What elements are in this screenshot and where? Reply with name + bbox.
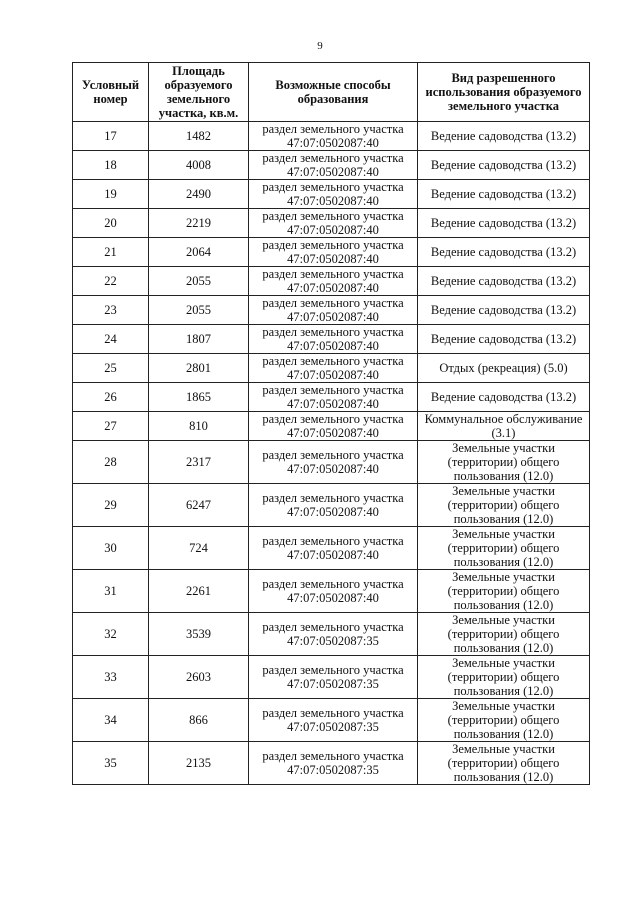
page-number: 9 [317, 40, 323, 52]
cell-permitted-use: Ведение садоводства (13.2) [418, 267, 590, 296]
header-plot-area: Площадь образуемого земельного участка, кв.м. [149, 63, 249, 122]
cell-plot-area: 2135 [149, 742, 249, 785]
cell-conditional-number: 24 [73, 325, 149, 354]
cell-plot-area: 4008 [149, 151, 249, 180]
cell-permitted-use: Земельные участки (территории) общего пользования (12.0) [418, 527, 590, 570]
cell-conditional-number: 32 [73, 613, 149, 656]
cell-conditional-number: 18 [73, 151, 149, 180]
table-row [73, 742, 590, 785]
cell-formation-method: раздел земельного участка 47:07:0502087:40 [249, 180, 418, 209]
cell-conditional-number: 19 [73, 180, 149, 209]
cell-formation-method: раздел земельного участка 47:07:0502087:40 [249, 267, 418, 296]
table-header [73, 63, 590, 122]
cell-conditional-number: 23 [73, 296, 149, 325]
cell-permitted-use: Земельные участки (территории) общего пользования (12.0) [418, 613, 590, 656]
cell-permitted-use: Ведение садоводства (13.2) [418, 122, 590, 151]
cell-formation-method: раздел земельного участка 47:07:0502087:40 [249, 296, 418, 325]
cell-permitted-use: Ведение садоводства (13.2) [418, 296, 590, 325]
header-row [73, 63, 590, 122]
table-row [73, 354, 590, 383]
cell-formation-method: раздел земельного участка 47:07:0502087:40 [249, 441, 418, 484]
header-formation-methods: Возможные способы образования [249, 63, 418, 122]
cell-conditional-number: 28 [73, 441, 149, 484]
cell-permitted-use: Коммунальное обслуживание (3.1) [418, 412, 590, 441]
cell-formation-method: раздел земельного участка 47:07:0502087:40 [249, 354, 418, 383]
cell-permitted-use: Земельные участки (территории) общего пользования (12.0) [418, 699, 590, 742]
table-row [73, 180, 590, 209]
cell-conditional-number: 31 [73, 570, 149, 613]
cell-formation-method: раздел земельного участка 47:07:0502087:40 [249, 238, 418, 267]
cell-conditional-number: 35 [73, 742, 149, 785]
cell-formation-method: раздел земельного участка 47:07:0502087:40 [249, 383, 418, 412]
cell-plot-area: 866 [149, 699, 249, 742]
cell-conditional-number: 25 [73, 354, 149, 383]
cell-plot-area: 2055 [149, 267, 249, 296]
header-permitted-use: Вид разрешенного использования образуемого земельного участка [418, 63, 590, 122]
cell-permitted-use: Земельные участки (территории) общего пользования (12.0) [418, 441, 590, 484]
cell-plot-area: 1865 [149, 383, 249, 412]
cell-plot-area: 2490 [149, 180, 249, 209]
cell-plot-area: 2219 [149, 209, 249, 238]
table-row [73, 383, 590, 412]
cell-permitted-use: Земельные участки (территории) общего пользования (12.0) [418, 570, 590, 613]
table-row [73, 527, 590, 570]
cell-permitted-use: Земельные участки (территории) общего пользования (12.0) [418, 484, 590, 527]
cell-plot-area: 2801 [149, 354, 249, 383]
cell-plot-area: 2317 [149, 441, 249, 484]
cell-plot-area: 810 [149, 412, 249, 441]
cell-plot-area: 2055 [149, 296, 249, 325]
cell-permitted-use: Ведение садоводства (13.2) [418, 325, 590, 354]
table-row [73, 209, 590, 238]
table-row [73, 699, 590, 742]
table-row [73, 296, 590, 325]
cell-formation-method: раздел земельного участка 47:07:0502087:40 [249, 570, 418, 613]
cell-conditional-number: 20 [73, 209, 149, 238]
cell-conditional-number: 33 [73, 656, 149, 699]
cell-permitted-use: Ведение садоводства (13.2) [418, 383, 590, 412]
cell-conditional-number: 17 [73, 122, 149, 151]
cell-permitted-use: Ведение садоводства (13.2) [418, 180, 590, 209]
cell-plot-area: 2261 [149, 570, 249, 613]
cell-conditional-number: 29 [73, 484, 149, 527]
cell-conditional-number: 27 [73, 412, 149, 441]
cell-plot-area: 6247 [149, 484, 249, 527]
table-row [73, 412, 590, 441]
table-row [73, 656, 590, 699]
table-row [73, 238, 590, 267]
cell-conditional-number: 22 [73, 267, 149, 296]
cell-conditional-number: 21 [73, 238, 149, 267]
table-row [73, 570, 590, 613]
cell-plot-area: 3539 [149, 613, 249, 656]
cell-formation-method: раздел земельного участка 47:07:0502087:40 [249, 527, 418, 570]
cell-formation-method: раздел земельного участка 47:07:0502087:35 [249, 613, 418, 656]
cell-plot-area: 1482 [149, 122, 249, 151]
cell-formation-method: раздел земельного участка 47:07:0502087:40 [249, 484, 418, 527]
table-row [73, 441, 590, 484]
table-row [73, 484, 590, 527]
cell-plot-area: 724 [149, 527, 249, 570]
cell-permitted-use: Земельные участки (территории) общего пользования (12.0) [418, 742, 590, 785]
cell-formation-method: раздел земельного участка 47:07:0502087:40 [249, 412, 418, 441]
table-row [73, 267, 590, 296]
table-row [73, 325, 590, 354]
cell-plot-area: 2064 [149, 238, 249, 267]
cell-permitted-use: Ведение садоводства (13.2) [418, 151, 590, 180]
cell-formation-method: раздел земельного участка 47:07:0502087:35 [249, 699, 418, 742]
cell-permitted-use: Земельные участки (территории) общего пользования (12.0) [418, 656, 590, 699]
cell-formation-method: раздел земельного участка 47:07:0502087:40 [249, 209, 418, 238]
cell-formation-method: раздел земельного участка 47:07:0502087:40 [249, 122, 418, 151]
cell-plot-area: 2603 [149, 656, 249, 699]
cell-formation-method: раздел земельного участка 47:07:0502087:40 [249, 151, 418, 180]
cell-permitted-use: Ведение садоводства (13.2) [418, 209, 590, 238]
table-row [73, 613, 590, 656]
header-conditional-number: Условный номер [73, 63, 149, 122]
cell-conditional-number: 30 [73, 527, 149, 570]
land-plots-table [72, 62, 590, 785]
cell-plot-area: 1807 [149, 325, 249, 354]
cell-permitted-use: Отдых (рекреация) (5.0) [418, 354, 590, 383]
cell-permitted-use: Ведение садоводства (13.2) [418, 238, 590, 267]
table-body [73, 122, 590, 785]
cell-formation-method: раздел земельного участка 47:07:0502087:35 [249, 656, 418, 699]
table-row [73, 122, 590, 151]
cell-formation-method: раздел земельного участка 47:07:0502087:40 [249, 325, 418, 354]
cell-formation-method: раздел земельного участка 47:07:0502087:35 [249, 742, 418, 785]
table-row [73, 151, 590, 180]
cell-conditional-number: 26 [73, 383, 149, 412]
cell-conditional-number: 34 [73, 699, 149, 742]
